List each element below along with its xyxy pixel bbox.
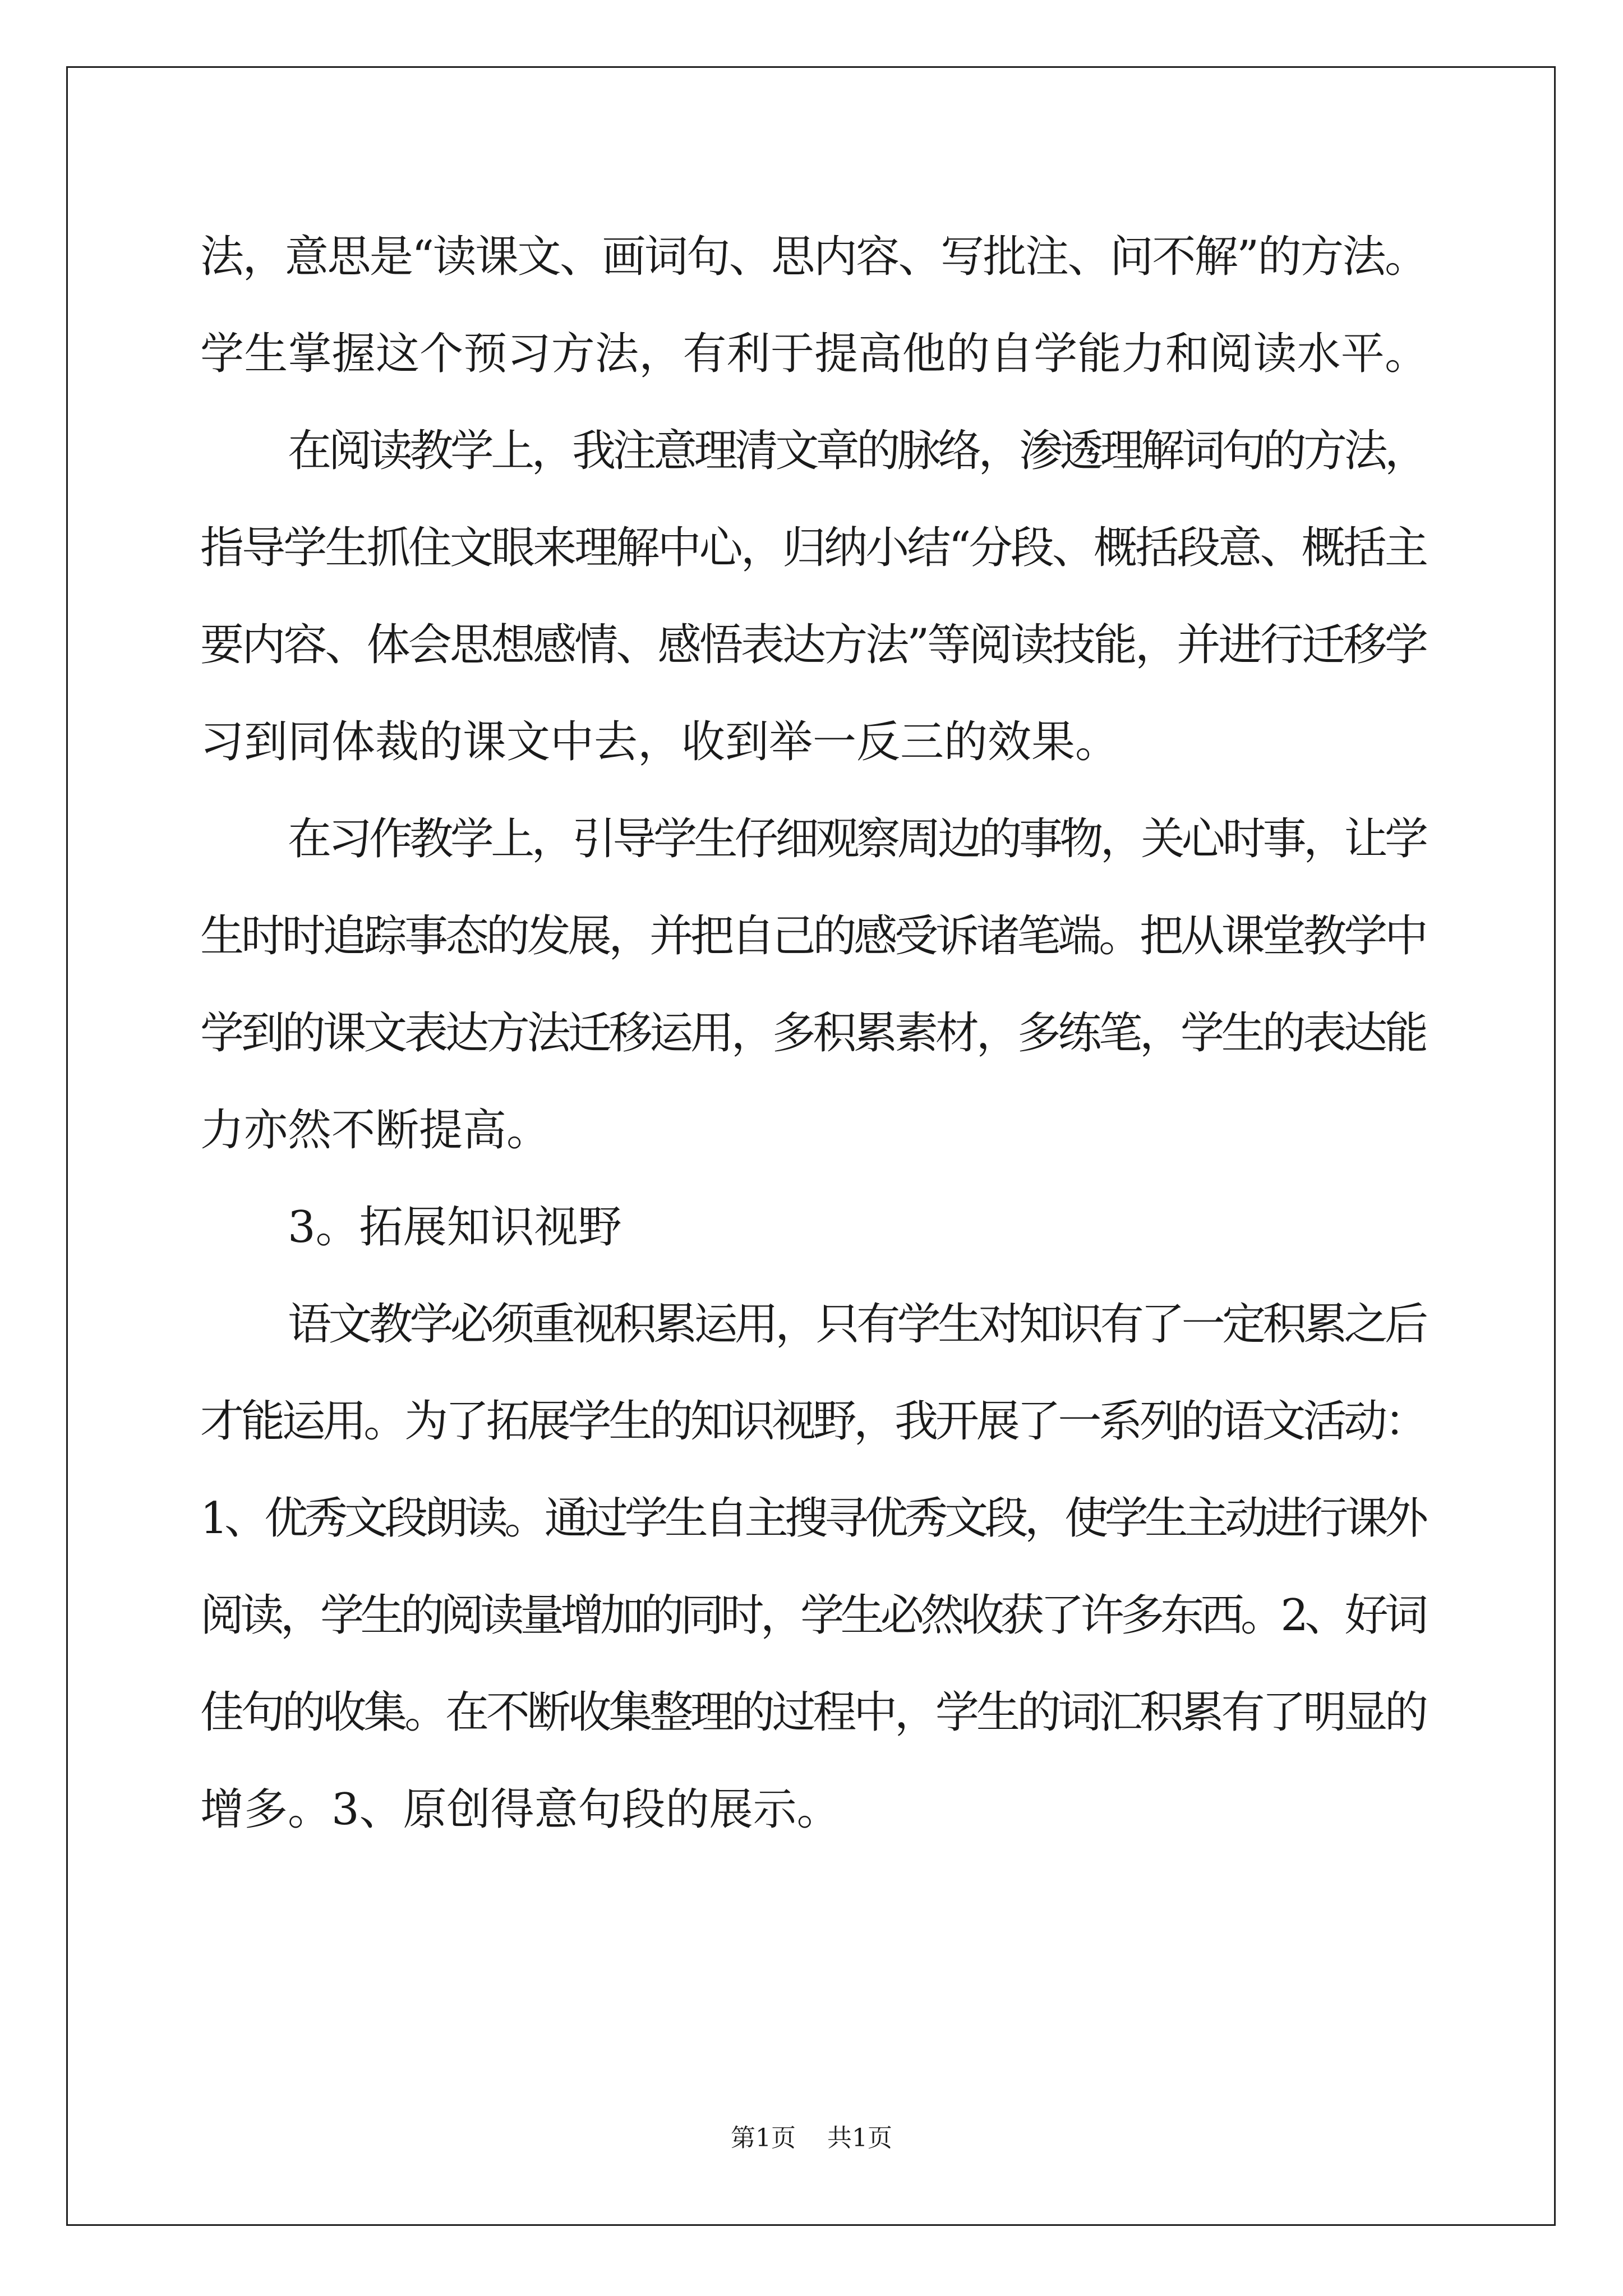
page-total: 共1页 <box>827 2124 892 2152</box>
text-line <box>200 403 1428 500</box>
line-text: 学生掌握这个预习方法，有利于提高他的自学能力和阅读水平。 <box>200 329 1429 379</box>
line-text: 才能运用。为了拓展学生的知识视野，我开展了一系列的语文活动： <box>200 1396 1426 1447</box>
text-line <box>200 1373 1428 1470</box>
line-text: 在习作教学上，引导学生仔细观察周边的事物，关心时事，让学 <box>288 814 1426 864</box>
heading-text: 3。拓展知识视野 <box>288 1202 622 1253</box>
line-text: 在阅读教学上，我注意理清文章的脉络，渗透理解词句的方法， <box>288 426 1426 476</box>
text-line <box>200 791 1428 888</box>
text-line <box>200 209 1428 306</box>
line-text: 阅读，学生的阅读量增加的同时，学生必然收获了许多东西。2、好词 <box>200 1590 1425 1641</box>
line-text: 指导学生抓住文眼来理解中心，归纳小结“分段、概括段意、概括主 <box>200 523 1427 573</box>
line-text: 佳句的收集。在不断收集整理的过程中，学生的词汇积累有了明显的 <box>200 1687 1426 1738</box>
text-line <box>200 306 1428 403</box>
line-text: 法，意思是“读课文、画词句、思内容、写批注、问不解”的方法。 <box>200 232 1427 282</box>
line-text: 力亦然不断提高。 <box>200 1105 551 1156</box>
line-text: 语文教学必须重视积累运用，只有学生对知识有了一定积累之后 <box>288 1299 1426 1350</box>
text-line <box>200 1082 1428 1179</box>
text-line <box>200 985 1428 1082</box>
page-number: 第1页 <box>731 2124 796 2152</box>
line-text: 要内容、体会思想感情、感悟表达方法”等阅读技能，并进行迁移学 <box>200 620 1427 670</box>
text-line <box>200 1761 1428 1858</box>
page-footer <box>0 2122 1623 2155</box>
text-line <box>200 1567 1428 1664</box>
text-line <box>200 1470 1428 1567</box>
text-line <box>200 694 1428 791</box>
text-line <box>200 597 1428 694</box>
line-text: 1、优秀文段朗读。通过学生自主搜寻优秀文段，使学生主动进行课外 <box>200 1493 1425 1544</box>
text-line <box>200 1276 1428 1373</box>
line-text: 学到的课文表达方法迁移运用，多积累素材，多练笔，学生的表达能 <box>200 1008 1426 1059</box>
document-body <box>200 209 1428 1858</box>
line-text: 增多。3、原创得意句段的展示。 <box>200 1784 841 1835</box>
line-text: 习到同体裁的课文中去，收到举一反三的效果。 <box>200 717 1119 767</box>
text-line <box>200 1664 1428 1761</box>
line-text: 生时时追踪事态的发展，并把自己的感受诉诸笔端。把从课堂教学中 <box>200 911 1426 961</box>
section-heading <box>200 1179 1428 1276</box>
text-line <box>200 500 1428 597</box>
text-line <box>200 888 1428 985</box>
